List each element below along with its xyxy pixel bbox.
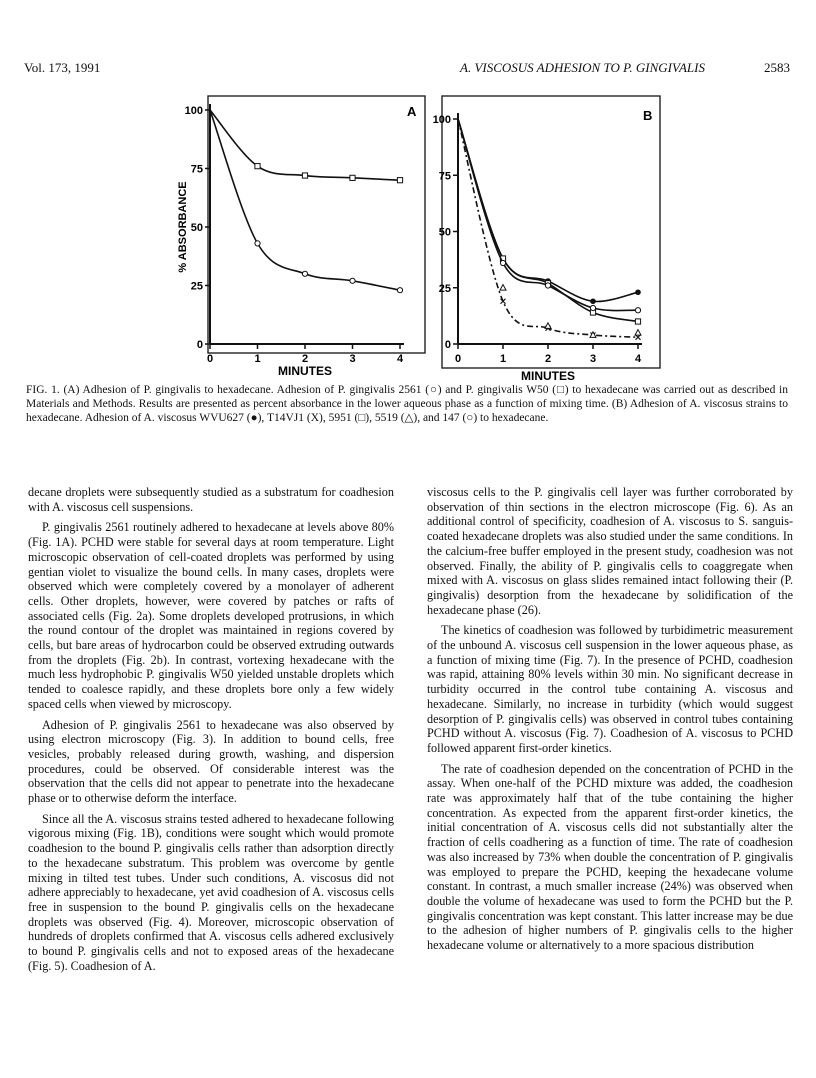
- data-point-square: [302, 173, 307, 178]
- data-point-square: [397, 178, 402, 183]
- x-tick-label: 4: [396, 353, 404, 365]
- panel-label: A: [407, 104, 417, 119]
- series-line: [210, 110, 400, 290]
- right-column: [427, 485, 793, 959]
- paragraph: Adhesion of P. gingivalis 2561 to hexadecane was also observed by using electron microscopy (Fig. 3). In addition to bound cells, free vesicles, probably released during growth, washing, and dispersion procedures, could be observed. Of considerable interest was the observation that the cells did not appear to penetrate into the hexadecane phase or to otherwise deform the interface.: [28, 717, 394, 806]
- x-axis-label: MINUTES: [521, 369, 575, 383]
- panel-label: B: [643, 108, 653, 123]
- data-point-circle: [500, 260, 505, 265]
- x-axis-label: MINUTES: [278, 364, 332, 378]
- x-tick-label: 1: [254, 353, 261, 365]
- y-axis-label: % ABSORBANCE: [177, 181, 189, 273]
- y-tick-label: 25: [190, 280, 203, 293]
- y-tick-label: 100: [432, 114, 451, 126]
- series-line: [210, 110, 400, 180]
- x-tick-label: 1: [499, 353, 507, 365]
- y-tick-label: 0: [196, 339, 203, 351]
- x-tick-label: 3: [349, 353, 356, 365]
- x-tick-label: 0: [206, 353, 214, 365]
- y-tick-label: 75: [190, 163, 203, 176]
- paragraph: Since all the A. viscosus strains tested adhered to hexadecane following vigorous mixing (Fig. 1B), conditions were sought which would promote coadhesion to the bound P. gingivalis cells rather than adsorption directly to the hexadecane substratum. This problem was overcome by gentle mixing in tilted test tubes. Under such conditions, A. viscosus did not adhere appreciably to hexadecane, yet avid coadhesion of A. viscosus cells free in suspension to the bound P. gingivalis cells on the hexadecane droplets was observed (Fig. 4). Moreover, microscopic observation of hundreds of droplets confirmed that A. viscosus cells adhered exclusively to bound P. gingivalis cells and not to exposed areas of the hexadecane (Fig. 5). Coadhesion of A.: [28, 811, 394, 973]
- data-point-circle: [255, 241, 260, 246]
- x-tick-label: 2: [544, 353, 552, 365]
- paragraph: P. gingivalis 2561 routinely adhered to hexadecane at levels above 80% (Fig. 1A). PCHD were stable for several days at room temperature. Light microscopic observation of cell-coated droplets was performed by using gentian violet to visualize the bound cells. In many cases, droplets were observed which were completely covered by a monolayer of adherent cells. Other droplets, however, were covered by patches or rafts of associated cells (Fig. 2a). Some droplets developed protrusions, in which the round contour of the droplet was maintained in regions covered by cells, but bare areas of hydrocarbon could be observed extruding outwards from the droplets (Fig. 2b). In contrast, vortexing hexadecane with the much less hydrophobic P. gingivalis W50 yielded unstable droplets which tended to coalesce rapidly, and these droplets bore only a few widely spaced cells when viewed by microscopy.: [28, 520, 394, 711]
- volume-label: Vol. 173, 1991: [24, 60, 101, 75]
- data-point-triangle: [500, 285, 506, 291]
- y-tick-label: 50: [190, 222, 203, 234]
- left-column: [28, 485, 394, 980]
- data-point-circle: [590, 305, 595, 310]
- y-tick-label: 25: [438, 282, 451, 295]
- figure-1-chart: [130, 88, 690, 388]
- data-point-square: [255, 164, 260, 169]
- x-tick-label: 0: [454, 353, 462, 365]
- panel-frame: [442, 96, 660, 368]
- data-point-triangle: [635, 330, 641, 336]
- page-header: [24, 60, 790, 80]
- y-tick-label: 50: [438, 226, 451, 239]
- paragraph: decane droplets were subsequently studied as a substratum for coadhesion with A. viscosus cell suspensions.: [28, 485, 394, 514]
- x-tick-label: 2: [301, 353, 309, 365]
- data-point-filled-circle: [590, 298, 596, 304]
- y-tick-label: 75: [438, 170, 451, 183]
- data-point-circle: [545, 283, 550, 288]
- data-point-circle: [350, 278, 355, 283]
- data-point-circle: [302, 271, 307, 276]
- paragraph: viscosus cells to the P. gingivalis cell layer was further corroborated by observation of thin sections in the electron microscope (Fig. 6). As an additional control of specificity, coadhesion of A. viscosus to S. sanguis-coated hexadecane droplets was also studied under the same conditions. In the calcium-free buffer employed in the present study, coadhesion was not observed. Finally, the ability of P. gingivalis cells to coaggregate when mixed with A. viscosus on glass slides remained intact following their (P. gingivalis) desorption from the hexadecane by solidification of the hexadecane phase (26).: [427, 485, 793, 617]
- data-point-circle: [397, 288, 402, 293]
- y-tick-label: 0: [444, 339, 451, 351]
- x-tick-label: 4: [634, 353, 642, 365]
- page-number: 2583: [764, 60, 790, 75]
- running-title: A. VISCOSUS ADHESION TO P. GINGIVALIS: [460, 60, 705, 75]
- panel-frame: [208, 96, 425, 353]
- paragraph: The rate of coadhesion depended on the concentration of PCHD in the assay. When one-half of the PCHD mixture was added, the coadhesion rate was approximately half that of the tube containing the higher concentration. As expected from the apparent first-order kinetics, the initial concentration of A. viscosus cells did not substantially alter the fraction of cells coadhering as a function of time. The rate of coadhesion was also increased by 73% when double the concentration of P. gingivalis was employed to prepare the PCHD, keeping the hexadecane volume constant. In contrast, a much smaller increase (24%) was observed when double the volume of hexadecane was used to form the PCHD but the P. gingivalis concentration was kept constant. This latter increase may be due to the adhesion of higher numbers of P. gingivalis cells to the higher hexadecane volume or alternatively to a more spacious distribution: [427, 761, 793, 953]
- figure-1: [130, 88, 690, 388]
- data-point-filled-circle: [635, 289, 641, 295]
- data-point-square: [350, 175, 355, 180]
- figure-caption: FIG. 1. (A) Adhesion of P. gingivalis to hexadecane. Adhesion of P. gingivalis 2561 (○) and P. gingivalis W50 (□) to hexadecane was carried out as described in Materials and Methods. Results are presented as percent absorbance in the lower aqueous phase as a function of mixing time. (B) Adhesion of A. viscosus strains to hexadecane. Adhesion of A. viscosus WVU627 (●), T14VJ1 (X), 5951 (□), 5519 (△), and 147 (○) to hexadecane.: [26, 384, 788, 425]
- data-point-circle: [635, 308, 640, 313]
- data-point-square: [635, 319, 640, 324]
- series-line: [458, 119, 638, 322]
- x-tick-label: 3: [589, 353, 597, 365]
- y-tick-label: 100: [184, 105, 203, 117]
- paragraph: The kinetics of coadhesion was followed by turbidimetric measurement of the unbound A. viscosus cell suspension in the lower aqueous phase, as a function of mixing time (Fig. 7). In the presence of PCHD, coadhesion was rapid, attaining 80% levels within 30 min. No significant decrease in turbidity occurred in the control tube containing A. viscosus and hexadecane. Similarly, no increase in turbidity (which would suggest desorption of P. gingivalis cells) was observed in control tubes containing PCHD without A. viscosus (Fig. 7). Coadhesion of A. viscosus to PCHD followed apparent first-order kinetics.: [427, 623, 793, 755]
- series-line: [458, 119, 638, 337]
